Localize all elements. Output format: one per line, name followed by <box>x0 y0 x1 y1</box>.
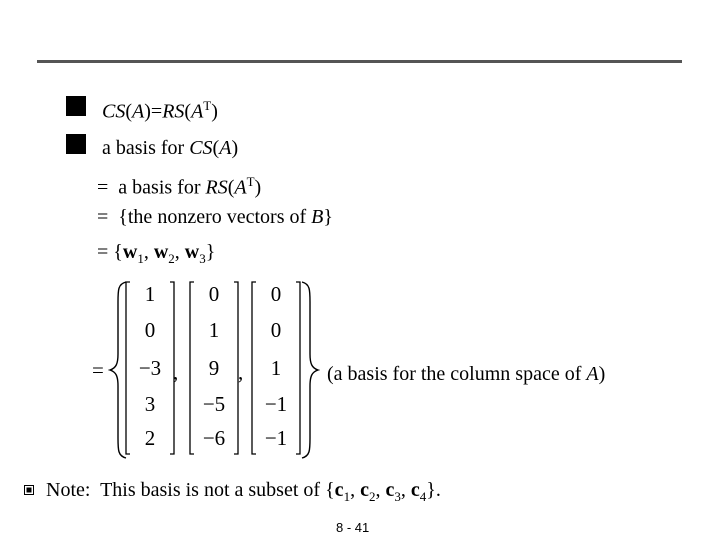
square-bullet-icon <box>24 485 34 495</box>
matrix-entry: −6 <box>202 426 226 450</box>
column-vector-1 <box>122 280 178 456</box>
title-rule <box>37 60 682 63</box>
column-vector-2 <box>186 280 242 456</box>
comma: , <box>238 360 244 384</box>
cs-equals-rs-statement: $CS(A)=RS(A^T)$ <box>102 98 218 123</box>
matrix-entry: 1 <box>208 318 220 342</box>
matrix-entry: 0 <box>270 318 282 342</box>
matrix-entry: −5 <box>202 392 226 416</box>
basis-rs-line: = a basis for $RS(A^T)$ <box>97 174 262 199</box>
equals-sign: = <box>92 358 104 382</box>
matrix-entry: 2 <box>144 426 156 450</box>
matrix-entry: −3 <box>138 356 162 380</box>
matrix-entry: 0 <box>208 282 220 306</box>
matrix-entry: 0 <box>270 282 282 306</box>
matrix-entry: 1 <box>144 282 156 306</box>
square-bullet-icon <box>66 134 86 154</box>
square-bullet-icon <box>66 96 86 116</box>
nonzero-vectors-line: = {the nonzero vectors of B} <box>97 206 333 228</box>
w-vectors-line: = {$w_1$, $w_2$, $w_3$} <box>97 241 216 266</box>
matrix-entry: 9 <box>208 356 220 380</box>
matrix-entry: 0 <box>144 318 156 342</box>
basis-cs-line: a basis for CS(A) <box>102 137 239 159</box>
page-number: 8 - 41 <box>336 520 370 535</box>
right-curly-brace-icon <box>298 280 320 460</box>
column-vector-3 <box>248 280 304 456</box>
comma: , <box>173 360 179 384</box>
matrix-entry: −1 <box>264 392 288 416</box>
matrix-entry: −1 <box>264 426 288 450</box>
note-text: Note: This basis is not a subset of {$c_1$, $c_2$, $c_3$, $c_4$}. <box>46 479 441 504</box>
matrix-entry: 1 <box>270 356 282 380</box>
column-space-caption: (a basis for the column space of A) <box>327 363 606 385</box>
matrix-entry: 3 <box>144 392 156 416</box>
